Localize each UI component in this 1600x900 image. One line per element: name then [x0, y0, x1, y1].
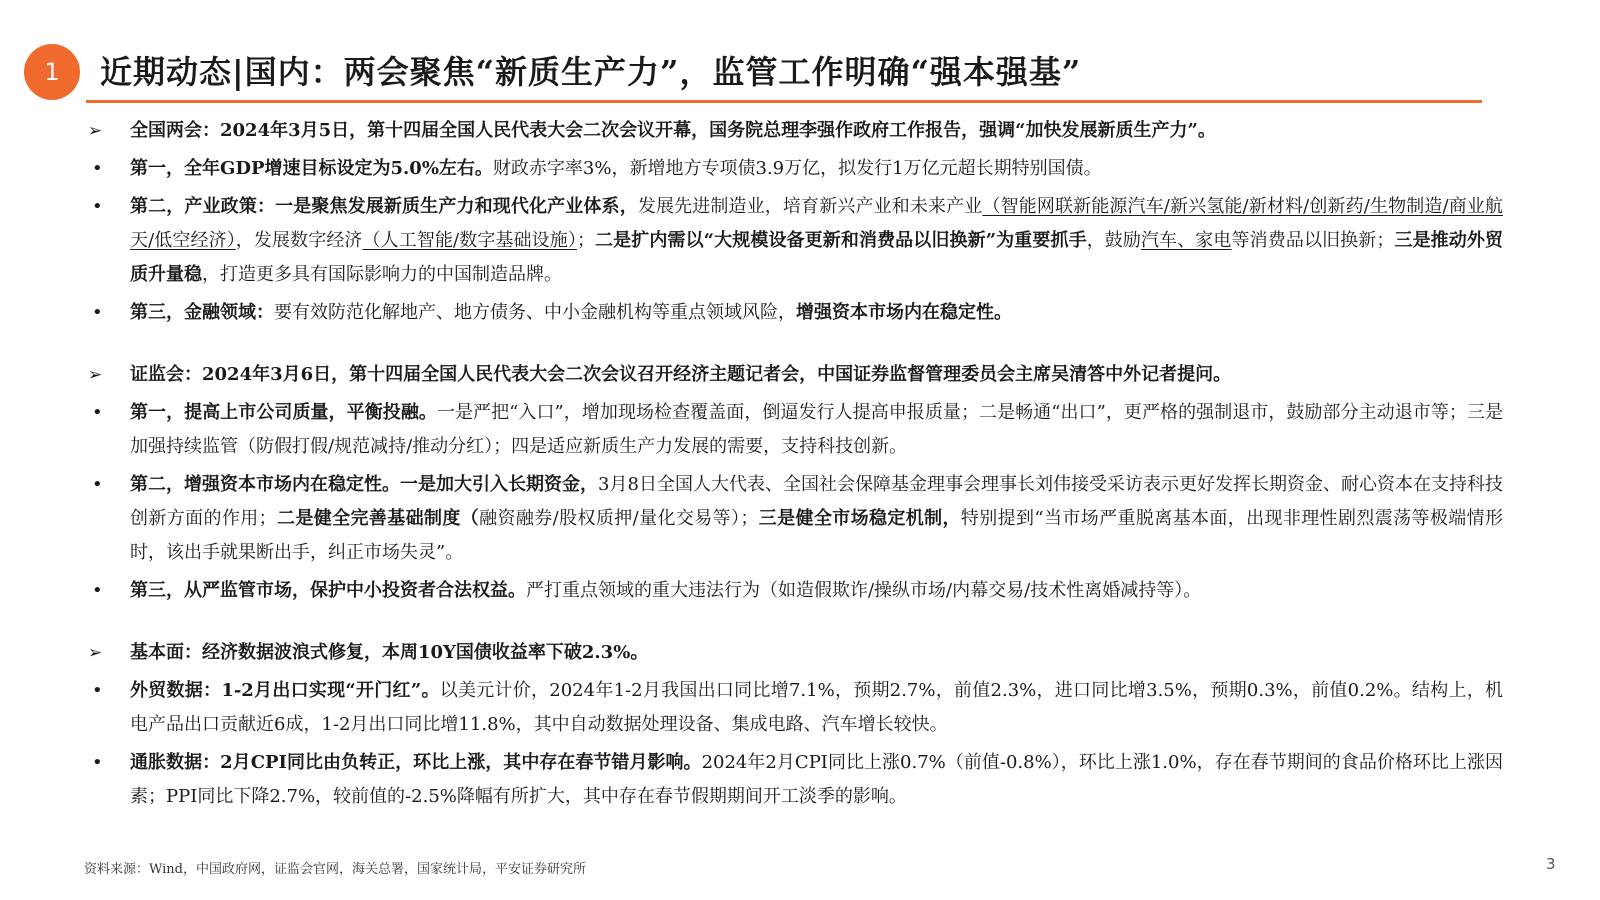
list-item: [88, 296, 1503, 330]
body-text: 3月8日全国人大代表、全国社会保障基金理事会理事长刘伟接受采访表示更好发挥长期资金、耐心资本在支持科技创新方面的作用；: [130, 474, 1503, 529]
bullet-dot-icon: •: [92, 680, 103, 701]
bold-text: 三是推动外贸质升量稳: [130, 230, 1504, 285]
bold-text: 第三，从严监管市场，保护中小投资者合法权益。: [130, 580, 526, 601]
body-text: ，打造更多具有国际影响力的中国制造品牌。: [202, 264, 562, 285]
section-csrc-heading: [88, 358, 1503, 392]
body-text: ，发展数字经济: [235, 230, 363, 251]
body-text: 严打重点领域的重大违法行为（如造假欺诈/操纵市场/内幕交易/技术性离婚减持等）。: [526, 580, 1202, 601]
bullet-dot-icon: •: [92, 196, 103, 217]
body-text: 财政赤字率3%，新增地方专项债3.9万亿，拟发行1万亿元超长期特别国债。: [492, 158, 1102, 179]
bold-text: 第二，产业政策：一是聚焦发展新质生产力和现代化产业体系，: [130, 196, 638, 217]
page-number: 3: [1546, 855, 1556, 873]
list-item: [88, 396, 1503, 464]
section-fundamentals-heading: [88, 636, 1503, 670]
body-text: 发展先进制造业，培育新兴产业和未来产业: [637, 196, 983, 217]
list-item: [88, 746, 1503, 814]
section-heading-text: 全国两会：2024年3月5日，第十四届全国人民代表大会二次会议开幕，国务院总理李强作政府工作报告，强调“加快发展新质生产力”。: [130, 120, 1216, 141]
body-text: 以美元计价，2024年1-2月我国出口同比增7.1%，预期2.7%，前值2.3%，进口同比增3.5%，预期0.3%，前值0.2%。结构上，机电产品出口贡献近6成，1-2月出口同比增11.8%，其中自动数据处理设备、集成电路、汽车增长较快。: [130, 680, 1503, 735]
arrow-bullet-icon: ➢: [88, 643, 103, 663]
list-item: [88, 190, 1503, 292]
page-title: 近期动态|国内：两会聚焦“新质生产力”，监管工作明确“强本强基”: [100, 53, 1082, 91]
bold-text: 增强资本市场内在稳定性。: [796, 302, 1012, 323]
body-text: 特别提到“当市场严重脱离基本面，出现非理性剧烈震荡等极端情形时，该出手就果断出手，纠正市场失灵”。: [130, 508, 1504, 563]
bold-text: 第二，增强资本市场内在稳定性。一是加大引入长期资金，: [130, 474, 599, 495]
main-content: [88, 114, 1503, 814]
bold-text: 第一，提高上市公司质量，平衡投融。: [130, 402, 437, 423]
body-text: ；: [576, 230, 595, 251]
section-two-sessions-heading: [88, 114, 1503, 148]
body-text: 一是严把“入口”，增加现场检查覆盖面，倒逼发行人提高申报质量；二是畅通“出口”，更严格的强制退市，鼓励部分主动退市等；三是加强持续监管（防假打假/规范减持/推动分红）；四是适应新质生产力发展的需要，支持科技创新。: [130, 402, 1504, 457]
section-heading-text: 基本面：经济数据波浪式修复，本周10Y国债收益率下破2.3%。: [130, 642, 649, 663]
list-item: [88, 468, 1503, 570]
bold-text: 第三，金融领域：: [130, 302, 274, 323]
list-item: [88, 574, 1503, 608]
arrow-bullet-icon: ➢: [88, 365, 103, 385]
title-divider: [86, 100, 1482, 103]
body-text: 融资融券/股权质押/量化交易等）；: [479, 508, 759, 529]
bold-text: 二是健全完善基础制度（: [276, 508, 480, 529]
bullet-dot-icon: •: [92, 402, 103, 423]
body-text: ，鼓励: [1086, 230, 1141, 251]
bullet-dot-icon: •: [92, 302, 103, 323]
body-text: 要有效防范化解地产、地方债务、中小金融机构等重点领域风险，: [274, 302, 796, 323]
section-heading-text: 证监会：2024年3月6日，第十四届全国人民代表大会二次会议召开经济主题记者会，中国证券监督管理委员会主席吴清答中外记者提问。: [130, 364, 1232, 385]
underlined-text: （智能网联新能源汽车/新兴氢能/新材料/创新药/生物制造/商业航天/低空经济）: [130, 196, 1503, 251]
list-item: [88, 152, 1503, 186]
bold-text: 外贸数据：1-2月出口实现“开门红”。: [130, 680, 440, 701]
source-note: 资料来源：Wind，中国政府网，证监会官网，海关总署，国家统计局，平安证券研究所: [84, 862, 586, 877]
bold-text: 通胀数据：2月CPI同比由负转正，环比上涨，其中存在春节错月影响。: [130, 752, 702, 773]
section-number: 1: [44, 58, 60, 86]
arrow-bullet-icon: ➢: [88, 121, 103, 141]
body-text: 等消费品以旧换新；: [1231, 230, 1395, 251]
bullet-dot-icon: •: [92, 752, 103, 773]
bullet-dot-icon: •: [92, 474, 103, 495]
bold-text: 三是健全市场稳定机制，: [758, 508, 961, 529]
underlined-text: （人工智能/数字基础设施）: [362, 230, 577, 251]
bullet-dot-icon: •: [92, 158, 103, 179]
section-number-badge: [24, 44, 80, 100]
bold-text: 二是扩内需以“大规模设备更新和消费品以旧换新”为重要抓手: [594, 230, 1087, 251]
body-text: 2024年2月CPI同比上涨0.7%（前值-0.8%），环比上涨1.0%，存在春节期间的食品价格环比上涨因素；PPI同比下降2.7%，较前值的-2.5%降幅有所扩大，其中存在春节假期期间开工淡季的影响。: [130, 752, 1503, 807]
list-item: [88, 674, 1503, 742]
bullet-dot-icon: •: [92, 580, 103, 601]
bold-text: 第一，全年GDP增速目标设定为5.0%左右。: [130, 158, 493, 179]
underlined-text: 汽车、家电: [1141, 230, 1232, 251]
